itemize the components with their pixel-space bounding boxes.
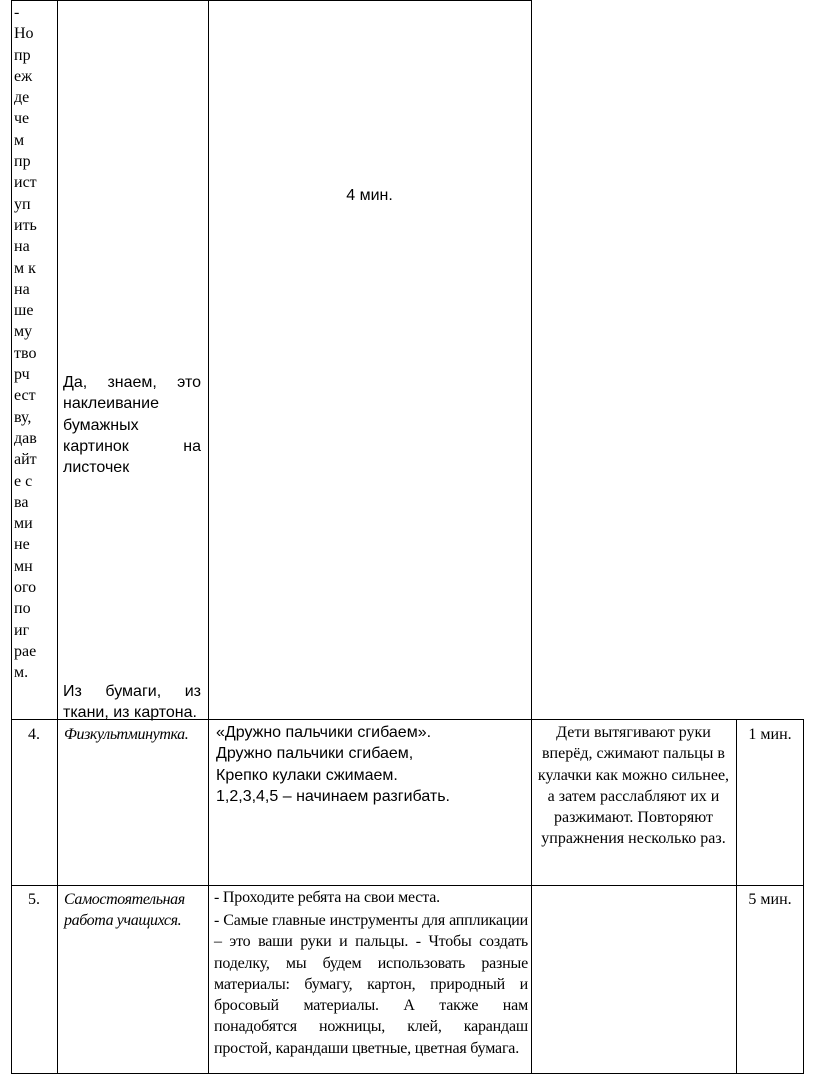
teacher-line: ить (14, 216, 37, 234)
teacher-line: ше (14, 302, 34, 320)
col-border-1 (57, 0, 58, 1074)
teacher-line: м (14, 131, 25, 149)
teacher-line: ого (14, 579, 37, 597)
answer-line (63, 372, 201, 393)
col-border-2 (208, 0, 209, 1074)
answer-line (63, 393, 201, 414)
teacher-line: рч (14, 366, 30, 384)
row5-stage (64, 889, 204, 932)
teacher-line: по (14, 600, 31, 618)
teacher-line: на (14, 280, 30, 298)
teacher-line: е с (14, 472, 33, 490)
teacher-line: рае (14, 642, 37, 660)
teacher-line: уп (14, 195, 31, 213)
row4-time: 1 мин. (748, 726, 792, 743)
answer-word: бумажных (63, 416, 139, 434)
answer-word: ткани, из картона. (63, 704, 197, 722)
col-border-left (11, 0, 12, 1074)
teacher-line: ва (14, 493, 29, 511)
answer-word: на (183, 437, 201, 455)
col-border-right (803, 719, 804, 1074)
row5-time: 5 мин. (748, 891, 792, 908)
answer-word: бумаги, (105, 683, 162, 700)
row5-content-first: - Проходите ребята на свои места. (214, 889, 440, 906)
answer-line (63, 457, 201, 478)
row5-stage-line: Самостоятельная (64, 891, 185, 908)
teacher-line: пр (14, 46, 31, 64)
row4-number: 4. (28, 726, 40, 743)
teacher-line: де (14, 89, 30, 107)
answer-word: Из (63, 683, 82, 700)
answer-word: картинок (63, 437, 129, 455)
teacher-line: айт (14, 451, 37, 469)
row4-activity: Дети вытягивают руки вперёд, сжимают пальцы в кулачки как можно сильнее, а затем расслабляют их и разжимают. Повторяют упражнения несколько раз. (537, 724, 730, 848)
teacher-speech-fragment (14, 2, 54, 684)
student-answer-2 (63, 681, 201, 724)
teacher-line: ест (14, 387, 36, 405)
row4-content-line: «Дружно пальчики сгибаем». (216, 724, 432, 741)
teacher-line: ву, (14, 408, 32, 426)
row4-stage: Физкультминутка. (64, 726, 189, 743)
answer-line (63, 415, 201, 436)
row4-content (216, 722, 528, 807)
student-answer-1 (63, 372, 201, 478)
row5-top-border (11, 885, 804, 886)
teacher-line: - (14, 4, 20, 21)
teacher-line: му (14, 323, 33, 341)
top-row-time: 4 мин. (346, 187, 393, 204)
teacher-line: ми (14, 515, 33, 533)
teacher-line: на (14, 238, 30, 256)
answer-line (63, 681, 201, 702)
table-top-border (11, 0, 532, 1)
teacher-line: тво (14, 344, 37, 362)
answer-line (63, 702, 201, 723)
answer-word: это (177, 374, 201, 391)
row4-content-line: 1,2,3,4,5 – начинаем разгибать. (216, 787, 450, 805)
teacher-line: че (14, 110, 30, 128)
answer-word: Да, (63, 374, 88, 391)
teacher-line: еж (14, 67, 33, 85)
row5-content-rest: - Самые главные инструменты для аппликации – это ваши руки и пальцы. - Чтобы создать поделку, мы будем использовать разные материалы: бумагу, картон, природный и бросовый материалы. А также нам понадобятся ножницы, клей, карандаш простой, карандаши цветные, цветная бумага. (214, 912, 528, 1057)
row5-number: 5. (28, 891, 40, 908)
teacher-line: пр (14, 153, 31, 171)
teacher-line: иг (14, 621, 30, 639)
teacher-line: м. (14, 664, 29, 682)
teacher-line: ист (14, 174, 37, 192)
answer-word: знаем, (107, 374, 157, 391)
teacher-line: не (14, 536, 30, 554)
table-bottom-border (11, 1073, 804, 1074)
row4-content-line: Крепко кулаки сжимаем. (216, 766, 398, 784)
answer-word: листочек (63, 459, 130, 477)
row5-stage-line: работа учащихся. (64, 912, 182, 930)
teacher-line: м к (14, 259, 36, 277)
col-border-3 (531, 0, 532, 1074)
row4-content-line: Дружно пальчики сгибаем, (216, 745, 414, 763)
answer-line (63, 436, 201, 457)
answer-word: из (184, 683, 201, 700)
teacher-line: мн (14, 557, 33, 575)
teacher-line: Но (14, 25, 34, 43)
teacher-line: дав (14, 429, 37, 447)
answer-word: наклеивание (63, 395, 159, 413)
